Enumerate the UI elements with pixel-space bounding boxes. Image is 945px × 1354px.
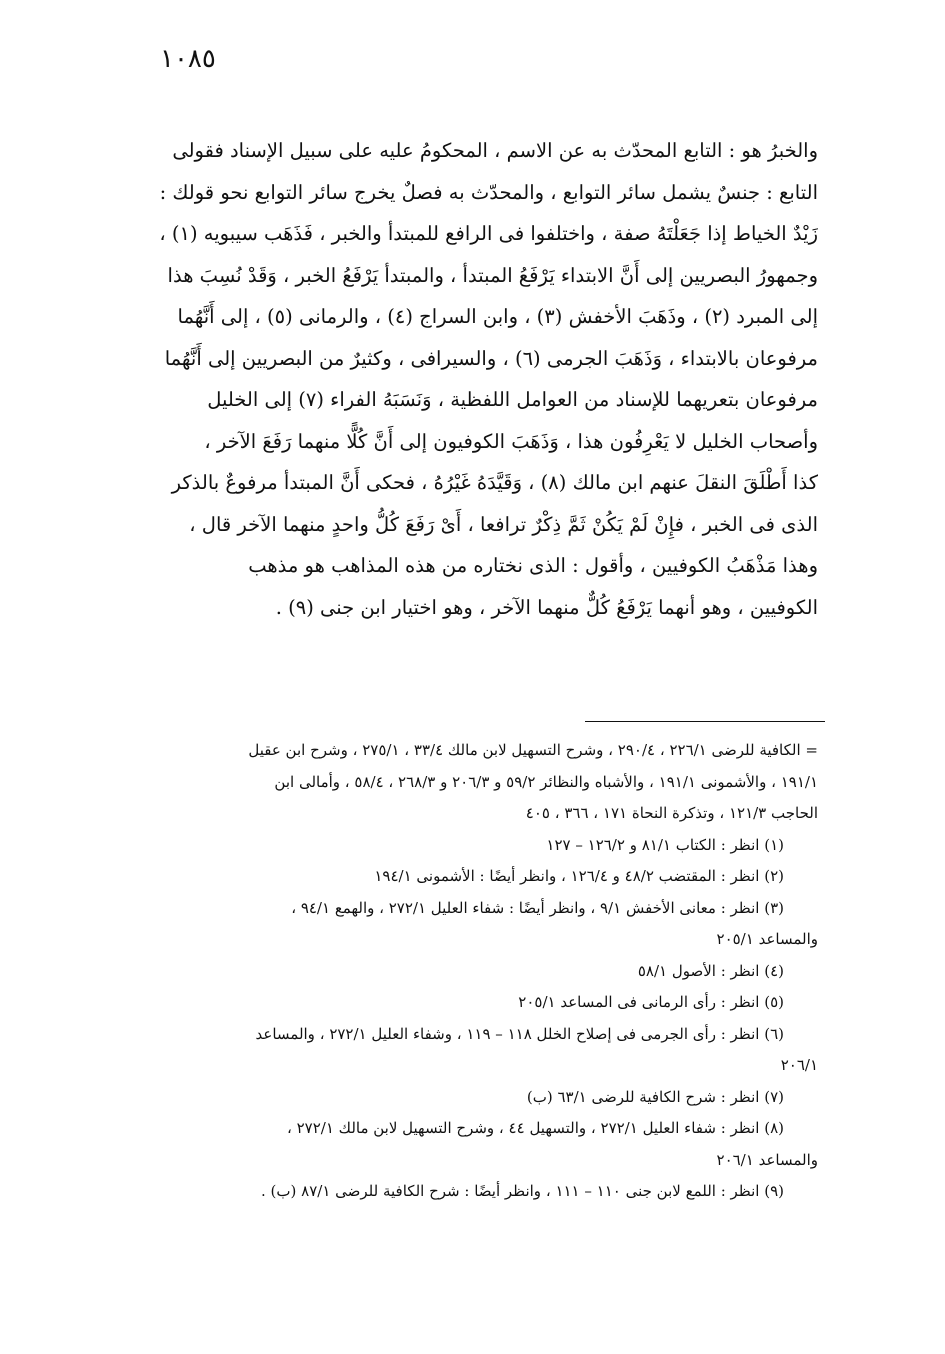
footnote-line: (٤) انظر : الأصول ٥٨/١ (637, 961, 784, 980)
text-line: الذى فى الخبر ، فإِنْ لَمْ يَكُنْ ثَمَّ ذِكْرٌ ترافعا ، أَىْ رَفَعَ كُلُّ واحدٍ منهما الآخر قال ، (189, 512, 818, 536)
footnote-line: ٢٠٦/١ (780, 1056, 818, 1074)
text-line: مرفوعان بتعريهما للإسناد من العوامل اللفظية ، وَنَسَبَهُ الفراء (٧) إلى الخليل (207, 388, 818, 411)
text-line: إلى المبرد (٢) ، وذَهَبَ الأخفش (٣) ، وابن السراج (٤) ، والرمانى (٥) ، إلى أَنَّهُما (177, 305, 818, 328)
text-line: زَيْدٌ الخياط إذا جَعَلْتَهُ صفة ، واختلفوا فى الرافع للمبتدأ والخبر ، فَذَهَب سيبويه (١) ، (159, 222, 818, 245)
footnote-line: (٢) انظر : المقتضب ٤٨/٢ و ١٢٦/٤ ، وانظر أيضًا : الأشمونى ١٩٤/١ (374, 867, 784, 885)
footnote-line: (٩) انظر : اللمع لابن جنى ١١٠ – ١١١ ، وانظر أيضًا : شرح الكافية للرضى ٨٧/١ (ب) . (261, 1182, 784, 1200)
footnote-line: (٥) انظر : رأى الرمانى فى المساعد ٢٠٥/١ (518, 993, 784, 1011)
footnote-line: (٨) انظر : شفاء العليل ٢٧٢/١ ، والتسهيل ٤٤ ، وشرح التسهيل لابن مالك ٢٧٢/١ ، (287, 1119, 784, 1137)
footnote-line: الحاجب ١٢١/٣ ، وتذكرة النحاة ١٧١ ، ٣٦٦ ، ٤٠٥ (525, 804, 818, 822)
text-line: مرفوعان بالابتداء ، وَذَهَبَ الجرمى (٦) ، والسيرافى ، وكثيرٌ من البصريين إلى أَنَّهُما (164, 346, 818, 370)
text-line: كذا أَطْلَقَ النقلَ عنهم ابن مالك (٨) ، وَقَيَّدَهُ غَيْرُهُ ، فحكى أَنَّ المبتدأ مرفوعٌ بالذكر (171, 471, 818, 494)
footnotes (128, 735, 818, 1208)
text-line: الكوفيين ، وهو أنهما يَرْفَعُ كُلٌّ منهما الآخر ، وهو اختيار ابن جنى (٩) . (275, 595, 818, 619)
footnote-line: (٣) انظر : معانى الأخفش ٩/١ ، وانظر أيضًا : شفاء العليل ٢٧٢/١ ، والهمع ٩٤/١ ، (291, 898, 784, 917)
text-line: التابع : جنسٌ يشمل سائر التوابع ، والمحدّث به فصلٌ يخرج سائر التوابع نحو قولك : (159, 180, 818, 204)
footnote-line: والمساعد ٢٠٥/١ (716, 930, 818, 948)
footnote-line: والمساعد ٢٠٦/١ (716, 1150, 818, 1169)
text-line: وأصحاب الخليل لا يَعْرِفُون هذا ، وَذَهَبَ الكوفيون إلى أَنَّ كُلًّا منهما رَفَعَ الآخر ، (204, 429, 818, 453)
footnote-line: ١٩١/١ ، والأشمونى ١٩١/١ ، والأشباه والنظائر ٥٩/٢ و ٢٠٦/٣ و ٢٦٨/٣ ، ٥٨/٤ ، وأمالى ابن (274, 772, 818, 791)
text-line: والخبرُ هو : التابع المحدّث به عن الاسم ، المحكومُ عليه على سبيل الإسناد فقولى (172, 139, 818, 162)
footnote-line: (٧) انظر : شرح الكافية للرضى ٦٣/١ (ب) (526, 1087, 784, 1106)
footnote-line: (٦) انظر : رأى الجرمى فى إصلاح الخلل ١١٨ – ١١٩ ، وشفاء العليل ٢٧٢/١ ، والمساعد (255, 1024, 784, 1043)
text-line: وجمهورُ البصريين إلى أَنَّ الابتداء يَرْفَعُ المبتدأ ، والمبتدأ يَرْفَعُ الخبر ، وَقَدْ نُسِبَ هذا (167, 263, 818, 287)
main-text (128, 130, 818, 628)
text-line: وهذا مَذْهَبُ الكوفيين ، وأقول : الذى نختاره من هذه المذاهب هو مذهب (248, 554, 818, 577)
footnote-line: = الكافية للرضى ٢٢٦/١ ، ٢٩٠/٤ ، وشرح التسهيل لابن مالك ٣٣/٤ ، ٢٧٥/١ ، وشرح ابن عقيل (248, 741, 818, 759)
page-number: ١٠٨٥ (160, 44, 216, 74)
footnote-line: (١) انظر : الكتاب ٨١/١ و ١٢٦/٢ – ١٢٧ (546, 835, 784, 854)
footnote-divider (585, 721, 825, 722)
